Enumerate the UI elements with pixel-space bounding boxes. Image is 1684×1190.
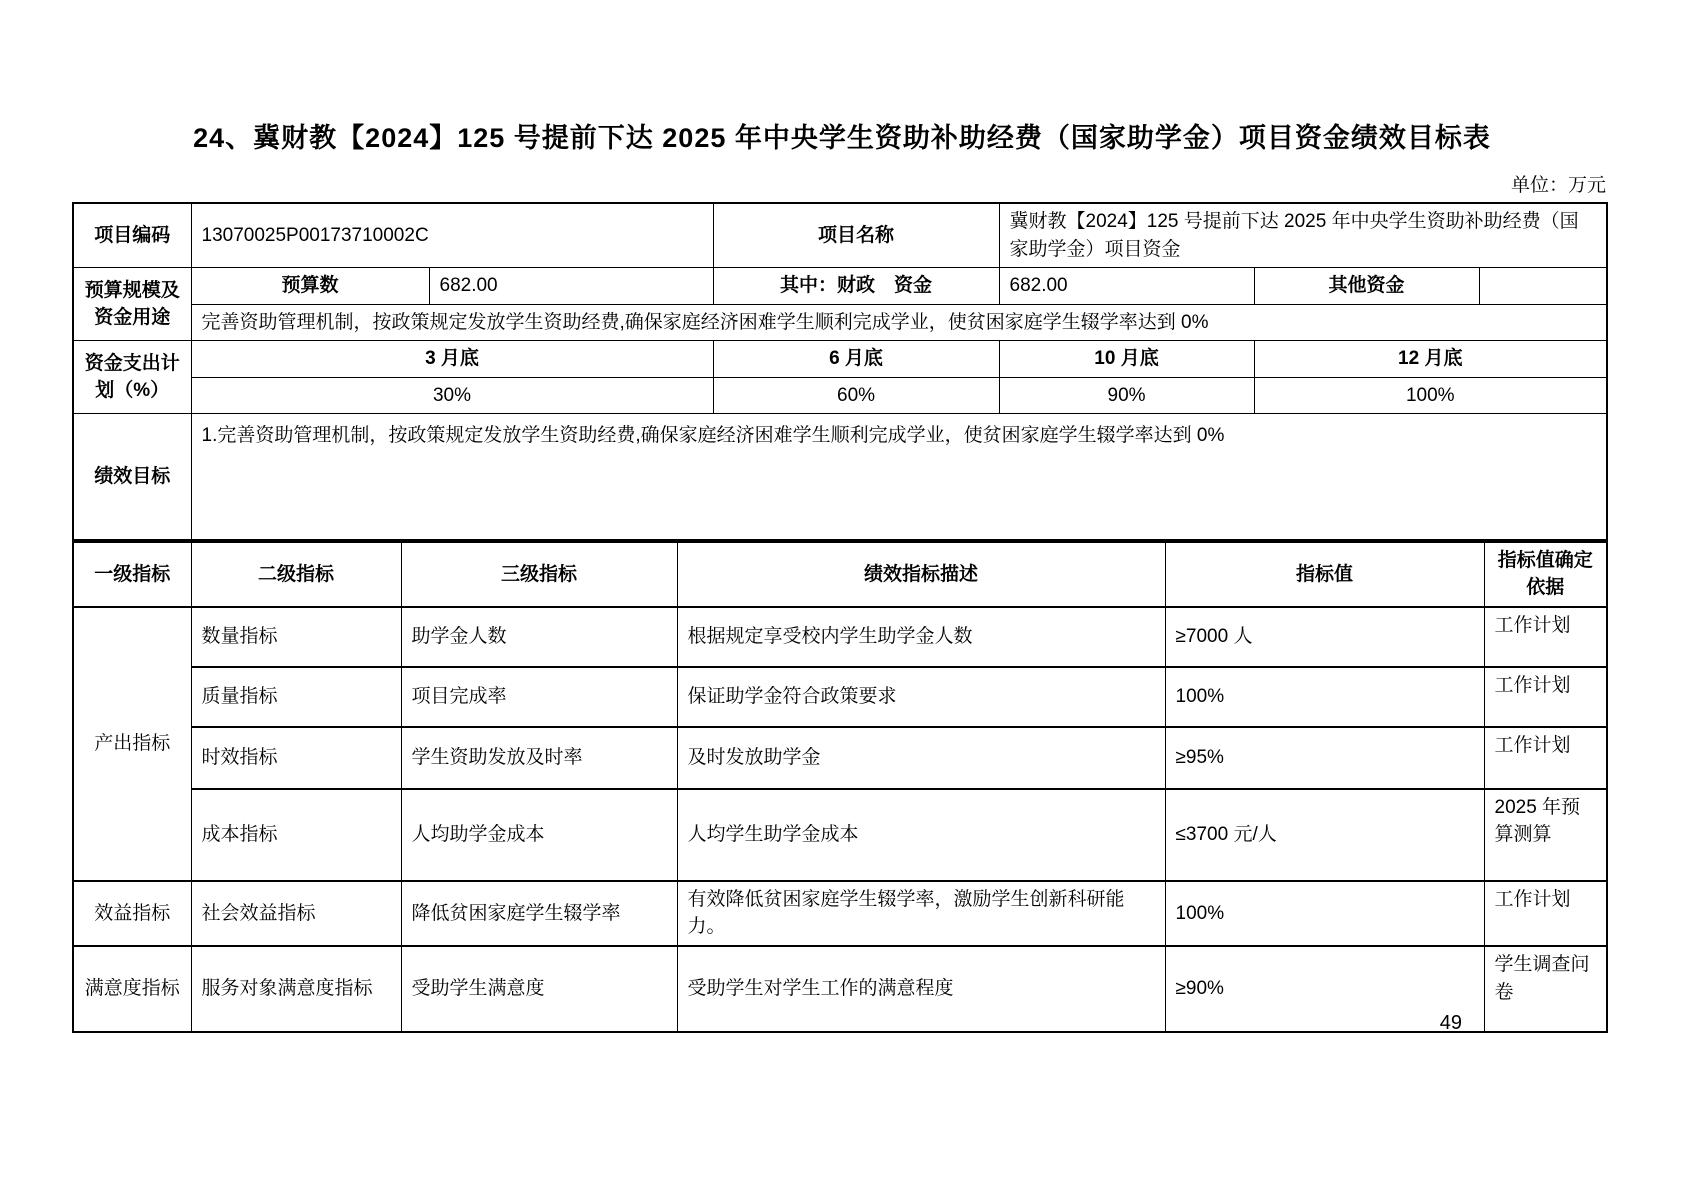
level2-cell: 成本指标 xyxy=(191,789,401,881)
level2-cell: 社会效益指标 xyxy=(191,881,401,946)
header-level1: 一级指标 xyxy=(73,542,191,607)
header-target-value: 指标值 xyxy=(1165,542,1484,607)
tables-container xyxy=(72,202,1606,1033)
project-name-value: 冀财教【2024】125 号提前下达 2025 年中央学生资助补助经费（国家助学金）项目资金 xyxy=(999,203,1607,268)
description-cell: 人均学生助学金成本 xyxy=(677,789,1165,881)
description-cell: 保证助学金符合政策要求 xyxy=(677,667,1165,727)
target-value-cell: 100% xyxy=(1165,881,1484,946)
indicator-row xyxy=(73,727,1607,789)
level1-output: 产出指标 xyxy=(73,607,191,881)
indicator-row xyxy=(73,789,1607,881)
description-cell: 根据规定享受校内学生助学金人数 xyxy=(677,607,1165,667)
basis-cell: 工作计划 xyxy=(1484,667,1607,727)
spend-value-3: 90% xyxy=(999,377,1254,414)
goal-label: 绩效目标 xyxy=(73,414,191,540)
level2-cell: 服务对象满意度指标 xyxy=(191,946,401,1032)
target-value-cell: ≤3700 元/人 xyxy=(1165,789,1484,881)
budget-scale-label: 预算规模及资金用途 xyxy=(73,268,191,341)
spend-period-1: 3 月底 xyxy=(191,341,713,378)
level3-cell: 降低贫困家庭学生辍学率 xyxy=(401,881,677,946)
project-info-table xyxy=(72,202,1608,541)
description-cell: 受助学生对学生工作的满意程度 xyxy=(677,946,1165,1032)
project-code-value: 13070025P00173710002C xyxy=(191,203,713,268)
goal-text: 1.完善资助管理机制，按政策规定发放学生资助经费,确保家庭经济困难学生顺利完成学业，使贫困家庭学生辍学率达到 0% xyxy=(191,414,1607,540)
level3-cell: 人均助学金成本 xyxy=(401,789,677,881)
basis-cell: 工作计划 xyxy=(1484,727,1607,789)
budget-number-value: 682.00 xyxy=(429,268,713,305)
basis-cell: 工作计划 xyxy=(1484,881,1607,946)
header-description: 绩效指标描述 xyxy=(677,542,1165,607)
indicator-row xyxy=(73,607,1607,667)
spend-period-3: 10 月底 xyxy=(999,341,1254,378)
spend-period-2: 6 月底 xyxy=(713,341,999,378)
level1-benefit: 效益指标 xyxy=(73,881,191,946)
project-name-label: 项目名称 xyxy=(713,203,999,268)
level3-cell: 学生资助发放及时率 xyxy=(401,727,677,789)
spend-value-1: 30% xyxy=(191,377,713,414)
basis-cell: 2025 年预算测算 xyxy=(1484,789,1607,881)
other-funds-label: 其他资金 xyxy=(1254,268,1479,305)
level1-satisfaction: 满意度指标 xyxy=(73,946,191,1032)
description-cell: 有效降低贫困家庭学生辍学率，激励学生创新科研能力。 xyxy=(677,881,1165,946)
fiscal-funds-value: 682.00 xyxy=(999,268,1254,305)
header-level3: 三级指标 xyxy=(401,542,677,607)
target-value-cell: ≥90% xyxy=(1165,946,1484,1032)
level2-cell: 质量指标 xyxy=(191,667,401,727)
target-value-cell: ≥7000 人 xyxy=(1165,607,1484,667)
budget-number-label: 预算数 xyxy=(191,268,429,305)
target-value-cell: 100% xyxy=(1165,667,1484,727)
target-value-cell: ≥95% xyxy=(1165,727,1484,789)
indicator-row xyxy=(73,881,1607,946)
level2-cell: 时效指标 xyxy=(191,727,401,789)
spend-plan-label: 资金支出计划（%） xyxy=(73,341,191,414)
unit-note: 单位：万元 xyxy=(1510,175,1606,196)
project-code-label: 项目编码 xyxy=(73,203,191,268)
other-funds-value xyxy=(1479,268,1607,305)
indicators-table xyxy=(72,541,1608,1033)
usage-text: 完善资助管理机制，按政策规定发放学生资助经费,确保家庭经济困难学生顺利完成学业，使贫困家庭学生辍学率达到 0% xyxy=(191,304,1607,341)
spend-period-4: 12 月底 xyxy=(1254,341,1607,378)
level3-cell: 项目完成率 xyxy=(401,667,677,727)
basis-cell: 工作计划 xyxy=(1484,607,1607,667)
page-number: 49 xyxy=(1439,1012,1462,1034)
header-level2: 二级指标 xyxy=(191,542,401,607)
level3-cell: 受助学生满意度 xyxy=(401,946,677,1032)
indicator-row xyxy=(73,667,1607,727)
fiscal-funds-label: 其中：财政 资金 xyxy=(713,268,999,305)
spend-value-4: 100% xyxy=(1254,377,1607,414)
level3-cell: 助学金人数 xyxy=(401,607,677,667)
spend-value-2: 60% xyxy=(713,377,999,414)
level2-cell: 数量指标 xyxy=(191,607,401,667)
page-title: 24、冀财教【2024】125 号提前下达 2025 年中央学生资助补助经费（国家助学金）项目资金绩效目标表 xyxy=(193,123,1491,153)
description-cell: 及时发放助学金 xyxy=(677,727,1165,789)
basis-cell: 学生调查问卷 xyxy=(1484,946,1607,1032)
header-basis: 指标值确定依据 xyxy=(1484,542,1607,607)
